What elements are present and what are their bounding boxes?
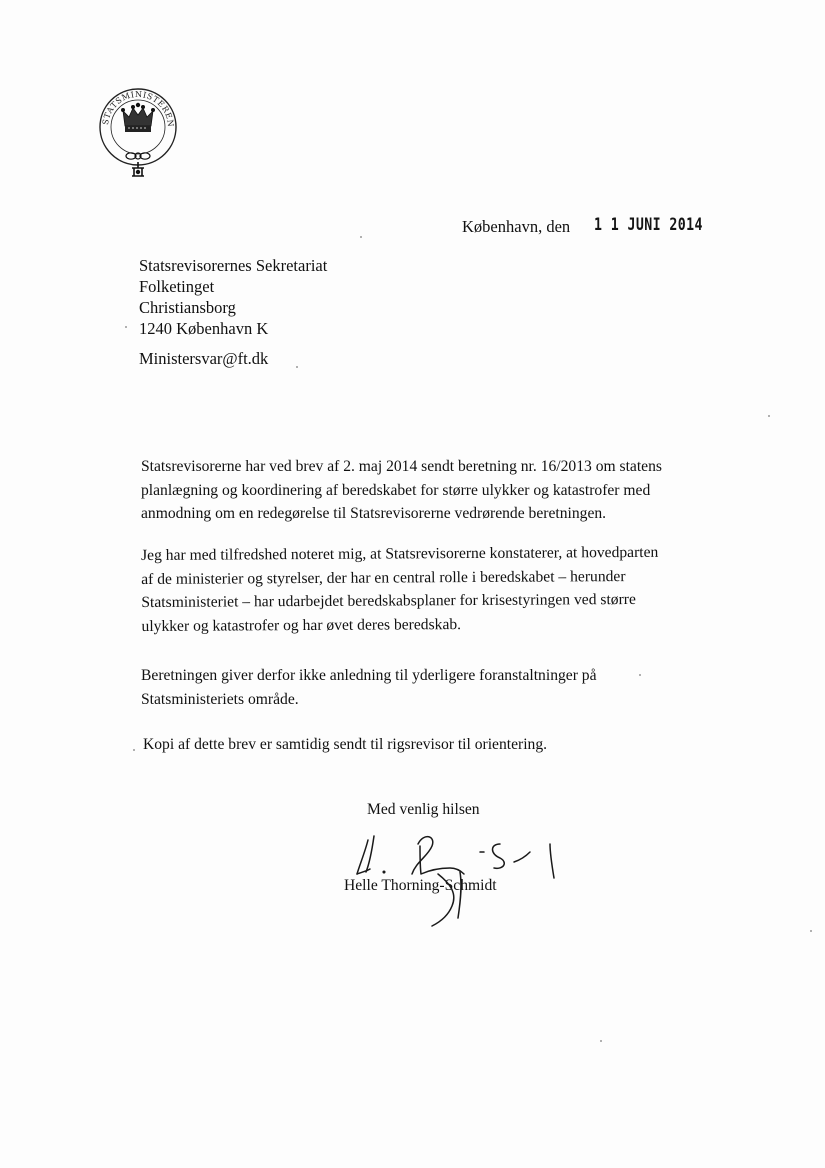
recipient-line: Folketinget: [139, 277, 215, 296]
text-line: Kopi af dette brev er samtidig sendt til rigsrevisor til orientering.: [143, 736, 548, 753]
text-line: planlægning og koordinering af beredskabet for større ulykker og katastrofer med: [141, 481, 651, 499]
scan-speck: [296, 366, 298, 368]
dateline-place: København, den: [462, 217, 571, 236]
text-line: Statsministeriet – har udarbejdet beredskabsplaner for krisestyringen ved større: [141, 590, 636, 611]
body-paragraph-4: [143, 733, 713, 757]
recipient-line: 1240 København K: [139, 319, 269, 338]
body-paragraph-1: [141, 455, 711, 526]
text-line: Statsministeriets område.: [141, 690, 299, 708]
scan-speck: [768, 415, 770, 417]
scan-speck: [360, 236, 362, 238]
body-paragraph-3: [141, 664, 711, 711]
handwritten-signature-icon: [340, 822, 570, 932]
royal-crown-seal-icon: [98, 84, 178, 184]
svg-text:STATSMINISTEREN: STATSMINISTEREN: [100, 89, 176, 128]
text-line: Beretningen giver derfor ikke anledning til yderligere foranstaltninger på: [141, 667, 597, 684]
recipient-line: Christiansborg: [139, 298, 236, 317]
date-stamp: 1 1 JUNI 2014: [594, 215, 703, 235]
body-paragraph-2: [141, 541, 712, 638]
text-line: anmodning om en redegørelse til Statsrevisorerne vedrørende beretningen.: [141, 505, 607, 522]
scan-speck: [600, 1040, 602, 1042]
text-line: Statsrevisorerne har ved brev af 2. maj 2014 sendt beretning nr. 16/2013 om statens: [141, 458, 662, 475]
recipient-address: [139, 255, 327, 339]
scan-speck: [125, 326, 127, 328]
scan-speck: [133, 749, 135, 751]
text-line: ulykker og katastrofer og har øvet deres beredskab.: [141, 615, 462, 635]
closing-greeting: Med venlig hilsen: [367, 801, 480, 818]
scan-speck: [639, 674, 641, 676]
recipient-email: Ministersvar@ft.dk: [139, 349, 269, 368]
signer-name: Helle Thorning-Schmidt: [344, 877, 497, 894]
scan-speck: [810, 930, 812, 932]
recipient-line: Statsrevisorernes Sekretariat: [139, 256, 328, 275]
text-line: af de ministerier og styrelser, der har en central rolle i beredskabet – herunder: [141, 567, 626, 588]
text-line: Jeg har med tilfredshed noteret mig, at Statsrevisorerne konstaterer, at hovedparten: [141, 543, 659, 564]
